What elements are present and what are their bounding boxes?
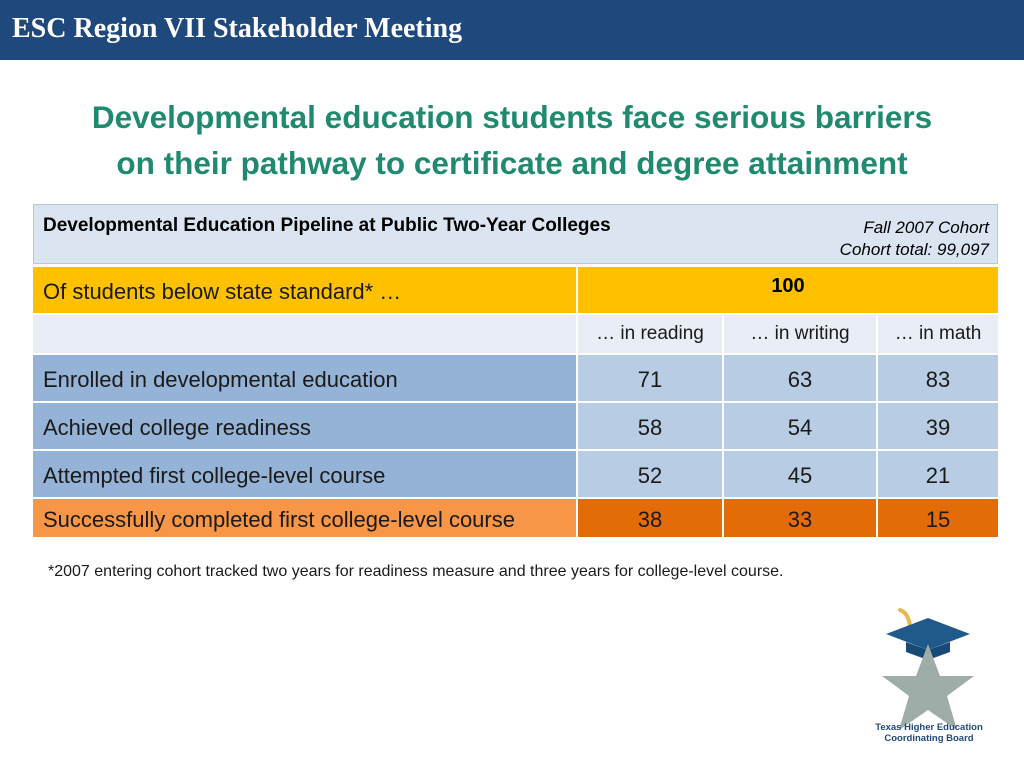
subject-header-writing — [724, 315, 878, 355]
standard-value-cell — [578, 267, 998, 315]
slide-title-line-2: on their pathway to certificate and degree attainment — [116, 145, 908, 181]
row-label-cell — [33, 355, 578, 403]
value: 21 — [925, 463, 951, 488]
row-label: Enrolled in developmental education — [43, 367, 398, 392]
row-label-cell — [33, 451, 578, 499]
value-cell-writing — [724, 451, 878, 499]
value: 38 — [637, 507, 663, 532]
subject-label: … in reading — [596, 323, 704, 344]
row-label-cell — [33, 499, 578, 539]
table-row — [33, 403, 998, 451]
table-row-standard — [33, 267, 998, 315]
value: 58 — [637, 415, 663, 440]
table-row — [33, 451, 998, 499]
value-cell-reading — [578, 499, 724, 539]
row-label-cell — [33, 267, 578, 315]
subject-label: … in writing — [750, 323, 850, 344]
value: 39 — [925, 415, 951, 440]
row-label: Of students below state standard* … — [43, 279, 402, 304]
row-label: Achieved college readiness — [43, 415, 311, 440]
table-header — [33, 204, 998, 264]
value: 83 — [925, 367, 951, 392]
slide-title-line-1: Developmental education students face serious barriers — [91, 99, 933, 135]
value-cell-math — [878, 451, 998, 499]
standard-value: 100 — [771, 275, 805, 297]
table-row-completed — [33, 499, 998, 539]
table-title: Developmental Education Pipeline at Public Two-Year Colleges — [43, 215, 611, 236]
header-title: ESC Region VII Stakeholder Meeting — [12, 13, 463, 44]
value-cell-reading — [578, 355, 724, 403]
empty-cell — [33, 315, 578, 355]
value-cell-writing — [724, 355, 878, 403]
value: 45 — [787, 463, 813, 488]
subject-header-math — [878, 315, 998, 355]
value-cell-writing — [724, 403, 878, 451]
logo-caption-line-2: Coordinating Board — [884, 733, 974, 744]
table-row — [33, 355, 998, 403]
row-label: Attempted first college-level course — [43, 463, 386, 488]
value: 71 — [637, 367, 663, 392]
star-icon — [882, 644, 974, 730]
value-cell-reading — [578, 451, 724, 499]
slide-title — [20, 94, 1004, 186]
footnote: *2007 entering cohort tracked two years for readiness measure and three years for college-level course. — [48, 563, 784, 580]
logo-caption-line-1: Texas Higher Education — [875, 722, 983, 733]
value: 63 — [787, 367, 813, 392]
value: 15 — [925, 507, 951, 532]
value: 33 — [787, 507, 813, 532]
row-label: Successfully completed first college-level course — [43, 507, 515, 532]
logo-caption — [862, 722, 996, 744]
cohort-label: Fall 2007 Cohort — [863, 218, 989, 237]
value-cell-math — [878, 499, 998, 539]
cohort-info — [840, 217, 989, 261]
value-cell-math — [878, 355, 998, 403]
table-row-subjects — [33, 315, 998, 355]
tassel-icon — [900, 610, 910, 626]
subject-label: … in math — [894, 323, 982, 344]
value: 52 — [637, 463, 663, 488]
cohort-total: Cohort total: 99,097 — [839, 240, 989, 259]
value-cell-reading — [578, 403, 724, 451]
value-cell-writing — [724, 499, 878, 539]
row-label-cell — [33, 403, 578, 451]
value-cell-math — [878, 403, 998, 451]
value: 54 — [787, 415, 813, 440]
subject-header-reading — [578, 315, 724, 355]
header-bar — [0, 0, 1024, 60]
